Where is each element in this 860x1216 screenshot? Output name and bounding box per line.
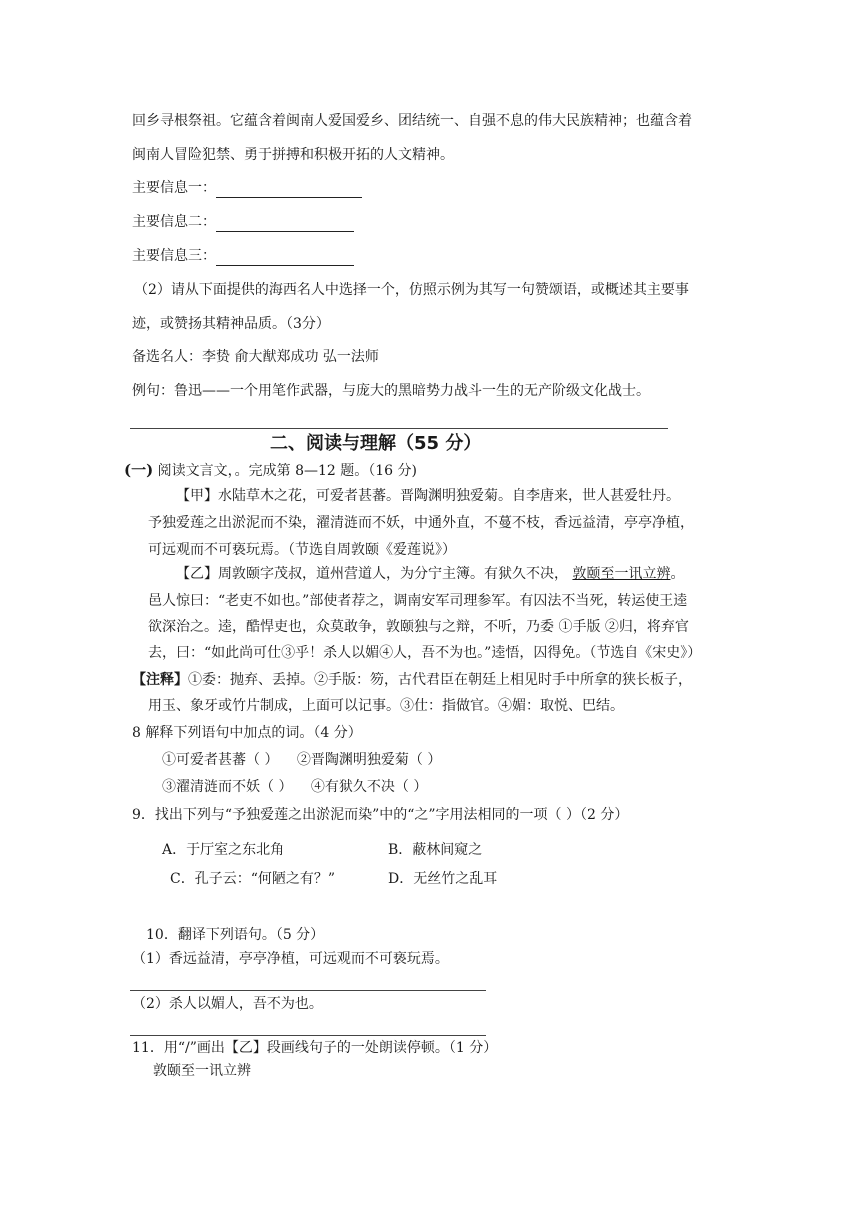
notes-line: 用玉、象牙或竹片制成，上面可以记事。③仕：指做官。④媚：取悦、巴结。 xyxy=(148,698,624,714)
question-8-item xyxy=(162,752,441,770)
q8-item-3: ③濯清涟而不妖（ ） xyxy=(162,779,293,795)
translate-sentence-2: （2）杀人以媚人，吾不为也。 xyxy=(132,996,323,1012)
answer-line[interactable] xyxy=(130,990,486,991)
answer-blank[interactable] xyxy=(216,217,354,232)
info-label: 主要信息一： xyxy=(132,180,216,196)
info-label: 主要信息三： xyxy=(132,248,216,264)
info-label: 主要信息二： xyxy=(132,214,216,230)
passage-tag: 【乙】 xyxy=(176,566,218,582)
q8-item-1: ①可爱者甚蕃（ ） xyxy=(162,752,279,768)
question-text: 迹，或赞扬其精神品质。（3分） xyxy=(132,316,330,332)
option-d[interactable]: D．无丝竹之乱耳 xyxy=(388,871,498,887)
passage-tag: 【甲】 xyxy=(176,488,218,504)
option-a[interactable]: A．于厅室之东北角 xyxy=(162,842,285,858)
divider xyxy=(130,428,668,429)
option-b[interactable]: B．蔽林间窥之 xyxy=(388,842,483,858)
passage-jia-line: 可远观而不可亵玩焉。（节选自周敦颐《爱莲说》） xyxy=(148,542,456,558)
option-c[interactable]: C．孔子云：“何陋之有？” xyxy=(170,871,336,887)
paragraph-line: 闽南人冒险犯禁、勇于拼搏和积极开拓的人文精神。 xyxy=(132,147,454,163)
underlined-sentence: 敦颐至一讯立辨 xyxy=(572,566,671,582)
question-10-stem: 10．翻译下列语句。（5 分） xyxy=(146,927,325,943)
candidates-text: 备选名人：李贽 俞大猷郑成功 弘一法师 xyxy=(132,349,379,365)
passage-jia-line xyxy=(176,488,680,506)
pause-sentence[interactable]: 敦颐至一讯立辨 xyxy=(153,1063,251,1079)
notes-line xyxy=(132,672,692,690)
paragraph-line: 回乡寻根祭祖。它蕴含着闽南人爱国爱乡、团结统一、自强不息的伟大民族精神；也蕴含着 xyxy=(132,113,692,129)
info-field-1 xyxy=(132,180,362,198)
passage-text: 周敦颐字茂叔，道州营道人，为分宁主簿。有狱久不决， xyxy=(218,566,568,582)
q8-item-4: ④有狱久不决（ ） xyxy=(310,779,428,795)
question-text: （2）请从下面提供的海西名人中选择一个，仿照示例为其写一句赞颂语，或概述其主要事 xyxy=(134,282,689,298)
subsection-heading xyxy=(124,461,417,481)
info-field-2 xyxy=(132,214,354,232)
notes-text: ①委：抛弃、丢掉。②手版：笏，古代君臣在朝廷上相见时手中所拿的狭长板子， xyxy=(188,672,692,688)
question-8-stem: 8 解释下列语句中加点的词。（4 分） xyxy=(132,725,362,741)
question-8-item xyxy=(162,779,427,797)
passage-jia-line: 予独爱莲之出淤泥而不染，濯清涟而不妖，中通外直，不蔓不枝，香远益清，亭亭净植， xyxy=(148,515,694,531)
translate-sentence-1: （1）香远益清，亭亭净植，可远观而不可亵玩焉。 xyxy=(132,951,449,967)
passage-text: 。 xyxy=(670,566,685,582)
passage-yi-line: 欲深治之。逵，酷悍吏也，众莫敢争，敦颐独与之辩，不听，乃委 ①手版 ②归，将弃官 xyxy=(148,619,689,635)
subsection-instructions: 阅读文言文，。完成第 8—12 题。（16 分) xyxy=(157,463,418,479)
passage-yi-line xyxy=(176,566,684,584)
example-text: 例句：鲁迅——一个用笔作武器，与庞大的黑暗势力战斗一生的无产阶级文化战士。 xyxy=(132,383,650,399)
q8-item-2: ②晋陶渊明独爱菊（ ） xyxy=(296,752,442,768)
notes-tag: 【注释】 xyxy=(132,672,188,688)
question-11-stem: 11．用“/”画出【乙】段画线句子的一处朗读停顿。（1 分） xyxy=(132,1040,498,1056)
answer-blank[interactable] xyxy=(216,251,354,266)
question-9-stem: 9．找出下列与“予独爱莲之出淤泥而染”中的“之”字用法相同的一项（ ）（2 分） xyxy=(132,807,629,823)
passage-text: 水陆草木之花，可爱者甚蕃。晋陶渊明独爱菊。自李唐来，世人甚爱牡丹。 xyxy=(218,488,680,504)
info-field-3 xyxy=(132,248,354,266)
section-title: 二、阅读与理解（55 分） xyxy=(270,433,482,454)
passage-yi-line: 邑人惊曰：“老吏不如也。”部使者荐之，调南安军司理参军。有囚法不当死，转运使王逵 xyxy=(148,593,688,609)
answer-blank[interactable] xyxy=(216,183,362,198)
answer-line[interactable] xyxy=(130,1035,486,1036)
passage-yi-line: 去，曰：“如此尚可仕③乎！杀人以媚④人，吾不为也。”逵悟，囚得免。（节选自《宋史》） xyxy=(148,645,702,661)
subsection-number: (一) xyxy=(124,461,154,479)
